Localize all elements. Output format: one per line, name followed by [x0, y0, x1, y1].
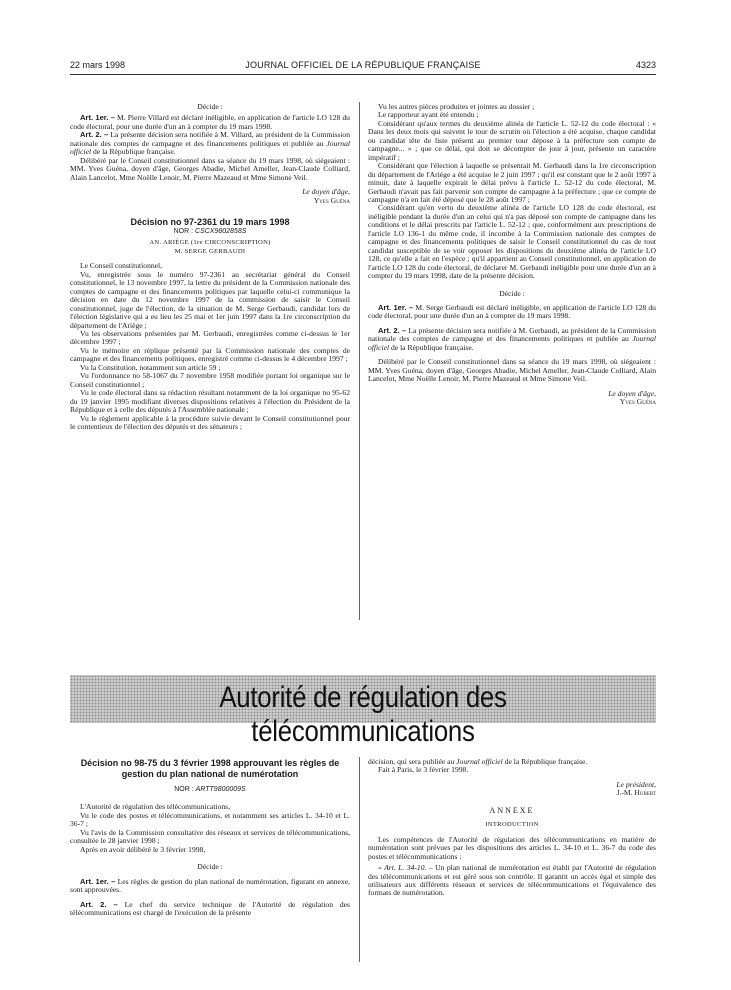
- header-journal-title: JOURNAL OFFICIEL DE LA RÉPUBLIQUE FRANÇAISE: [245, 60, 481, 70]
- considerant-paragraph: Considérant que l'élection à laquelle se présentait M. Gerbaudi dans la 1re circonscription du département de l'Ariège a été acquise le 2 juin 1997 ; qu'il est constant que le 2 août 1997 à minuit, date à laquelle expirait le délai prévu à l'article L. 52-12 du code électoral, M. Gerbaudi n'avait pas fait parvenir son compte de campagne à la préfecture ; que ce compte de campagne n'a en fait été déposé que le 28 août 1997 ;: [368, 161, 656, 204]
- visa-paragraph: Vu la Constitution, notamment son article 59 ;: [80, 362, 221, 372]
- circonscription-label: AN. ARIÈGE (1re CIRCONSCRIPTION): [149, 239, 271, 247]
- visa-paragraph: Vu l'avis de la Commission consultative des réseaux et services de télécommunications, consultée le 28 janvier 1998 ;: [70, 827, 350, 846]
- nor-reference: NOR : CSCX9802858S: [173, 227, 247, 235]
- left-column-bottom: [70, 758, 350, 917]
- fait-line: Fait à Paris, le 3 février 1998.: [378, 765, 469, 775]
- signature-title: Le président,: [616, 779, 656, 789]
- right-column-top: [368, 103, 656, 407]
- introduction-heading: INTRODUCTION: [485, 821, 539, 829]
- column-divider-top: [359, 102, 360, 620]
- decide-heading: Décide :: [499, 288, 525, 298]
- left-column-top: [70, 103, 350, 431]
- signature-title: Le doyen d'âge,: [608, 388, 656, 398]
- visa-paragraph: Vu les observations présentées par M. Gerbaudi, enregistrées comme ci-dessus le 1er décembre 1997 ;: [70, 328, 350, 347]
- delibere-paragraph: Délibéré par le Conseil constitutionnel dans sa séance du 19 mars 1998, où siégeaient : MM. Yves Guéna, doyen d'âge, Georges Abadie, Michel Ameller, Jean-Claude Colliard, Alain Lancelot, Mme Noëlle Lenoir, M. Pierre Mazeaud et Mme Simone Veil.: [368, 357, 656, 384]
- page-header: [70, 60, 656, 72]
- header-date: 22 mars 1998: [70, 60, 126, 70]
- visa-paragraph: Vu le code électoral dans sa rédaction résultant notamment de la loi organique no 95-62 du 19 janvier 1995 modifiant diverses dispositions relatives à l'élection du Président de la République et à celle des députés à l'Assemblée nationale ;: [70, 388, 350, 415]
- decide-heading: Décide :: [197, 862, 223, 872]
- section-title: Autorité de régulation des télécommunications: [219, 681, 507, 748]
- annexe-heading: ANNEXE: [489, 805, 535, 815]
- article-2: Art. 2. – Le chef du service technique de l'Autorité de régulation des télécommunications est chargé de l'exécution de la présente: [70, 899, 350, 917]
- considerant-paragraph: Considérant qu'aux termes du deuxième alinéa de l'article L. 52-12 du code électoral : « Dans les deux mois qui suivent le tour de scrutin où l'élection a été acquise, chaque candidat ou candidat tête de liste présent au premier tour dépose à la préfecture son compte de campagne... » ; que ce délai, qui doit se décompter de jour à jour, présente un caractère impératif ;: [368, 118, 656, 162]
- article-2: Art. 2. – La présente décision sera notifiée à M. Villard, au président de la Commission nationale des comptes de campagne et des financements politiques et publiée au Journal officiel de la République française.: [70, 130, 351, 157]
- quoted-article: « Art. L. 34-10. – Un plan national de numérotation est établi par l'Autorité de régulation des télécommunications et est géré sous son contrôle. Il garantit un accès égal et simple des utilisateurs aux différents réseaux et services de télécommunications et l'équivalence des formats de numérotation.: [368, 863, 656, 898]
- signature-title: Le doyen d'âge,: [302, 187, 350, 197]
- visa-paragraph: Vu le code des postes et télécommunications, et notamment ses articles L. 34-10 et L. 36-7 ;: [70, 810, 350, 829]
- decide-heading: Décide :: [197, 102, 223, 111]
- signature-name: Yves Guéna: [313, 195, 350, 205]
- nor-reference: NOR : ARTT9800009S: [174, 786, 246, 793]
- visa-paragraph: Vu le règlement applicable à la procédure suivie devant le Conseil constitutionnel pour le contentieux de l'élection des députés et des sénateurs ;: [70, 413, 350, 431]
- visa-paragraph: Après en avoir délibéré le 3 février 1998,: [80, 844, 206, 854]
- header-page-number: 4323: [635, 60, 656, 70]
- right-column-bottom: [368, 758, 656, 898]
- considerant-paragraph: Considérant qu'en vertu du deuxième alinéa de l'article LO 128 du code électoral, est inéligible pendant la durée d'un an celui qui n'a pas déposé son compte de campagne dans les conditions et le délai prescrits par l'article L. 52-12 ; que, conformément aux prescriptions de l'article LO 136-1 du même code, il incombe à la Commission nationale des comptes de campagne et des financements politiques de saisir le Conseil constitutionnel du cas de tout candidat susceptible de se voir opposer les dispositions du deuxième alinéa de l'article LO 128, ce qu'elle a fait en l'espèce ; qu'il appartient au Conseil constitutionnel, en application de l'article LO 128 du code électoral, de déclarer M. Gerbaudi inéligible pour une durée d'un an à compter du 19 mars 1998, date de la présente décision.: [368, 203, 656, 281]
- signature-name: J.-M. Hubert: [616, 788, 656, 798]
- column-divider-bottom: [359, 757, 360, 962]
- signature-name: Yves Guéna: [619, 397, 656, 407]
- visa-paragraph: Vu les autres pièces produites et jointes au dossier ;: [378, 102, 535, 111]
- article-1: Art. 1er. – M. Serge Gerbaudi est déclaré inéligible, en application de l'article LO 128 du code électoral, pour une durée d'un an à compter du 19 mars 1998.: [368, 302, 656, 321]
- decision-title: Décision no 97-2361 du 19 mars 1998: [130, 216, 290, 227]
- candidate-name: M. SERGE GERBAUDI: [174, 247, 246, 255]
- header-rule: [70, 74, 656, 75]
- section-banner: [70, 675, 656, 748]
- decision-continuation: décision, qui sera publiée au Journal officiel de la République française.: [368, 757, 588, 766]
- visa-paragraph: Le Conseil constitutionnel,: [80, 261, 163, 271]
- visa-paragraph: L'Autorité de régulation des télécommunications,: [80, 802, 231, 812]
- delibere-paragraph: Délibéré par le Conseil constitutionnel dans sa séance du 19 mars 1998, où siégeaient : MM. Yves Guéna, doyen d'âge, Georges Abadie, Michel Ameller, Jean-Claude Colliard, Alain Lancelot, Mme Noëlle Lenoir, M. Pierre Mazeaud et Mme Simone Veil.: [70, 155, 350, 182]
- introduction-paragraph: Les compétences de l'Autorité de régulation des télécommunications en matière de numérotation sont prévues par les dispositions des articles L. 34-10 et L. 36-7 du code des postes et télécommunications :: [368, 834, 656, 861]
- article-1: Art. 1er. – Les règles de gestion du plan national de numérotation, figurant en annexe, sont approuvées.: [70, 876, 350, 895]
- visa-paragraph: Le rapporteur ayant été entendu ;: [378, 110, 479, 120]
- article-2: Art. 2. – La présente décision sera notifiée à M. Gerbaudi, au président de la Commission nationale des comptes de campagne et des financements politiques et publiée au Journal officiel de la République française.: [368, 325, 656, 352]
- visa-paragraph: Vu le mémoire en réplique présenté par la Commission nationale des comptes de campagne et des financements politiques, enregistré comme ci-dessus le 4 décembre 1997 ;: [70, 345, 350, 364]
- visa-paragraph: Vu l'ordonnance no 58-1067 du 7 novembre 1958 modifiée portant loi organique sur le Conseil constitutionnel ;: [70, 371, 350, 389]
- visa-paragraph: Vu, enregistrée sous le numéro 97-2361 au secrétariat général du Conseil constitutionnel, le 13 novembre 1997, la lettre du président de la Commission nationale des comptes de campagne et des financements politiques par laquelle celui-ci communique la décision en date du 12 novembre 1997 de la commission de saisir le Conseil constitutionnel, juge de l'élection, de la situation de M. Serge Gerbaudi, candidat lors de l'élection législative qui a eu lieu les 25 mai et 1er juin 1997 dans la 1re circonscription du département de l'Ariège ;: [70, 269, 350, 330]
- article-1: Art. 1er. – M. Pierre Villard est déclaré inéligible, en application de l'article LO 128 du code électoral, pour une durée d'un an à compter du 19 mars 1998.: [70, 113, 350, 131]
- decision-title: Décision no 98-75 du 3 février 1998 approuvant les règles de gestion du plan national de numérotation: [80, 758, 340, 779]
